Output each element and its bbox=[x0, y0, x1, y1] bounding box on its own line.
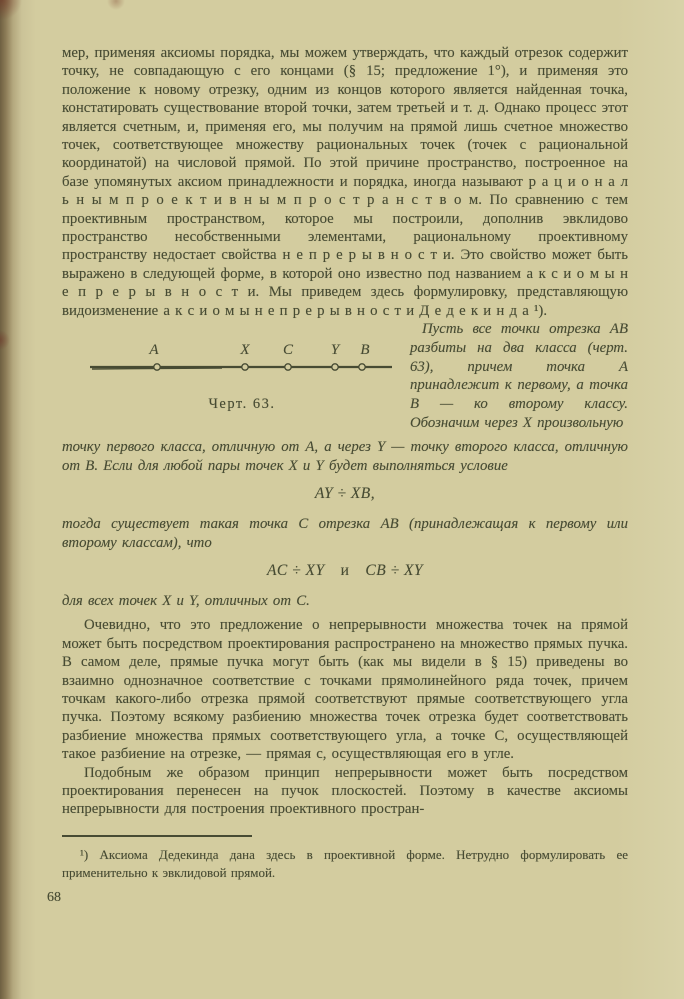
segment-diagram bbox=[62, 338, 410, 380]
point-Y-marker bbox=[332, 364, 338, 370]
point-C-marker bbox=[285, 364, 291, 370]
axiom-statement-continuation: точку первого класса, отличную от A, а через Y — точку второго класса, отличную от B. Если для любой пары точек X и Y будет выполняться условие bbox=[62, 439, 628, 474]
axiom-statement-3: для всех точек X и Y, отличных от C. bbox=[62, 592, 310, 609]
paragraph-projection-to-pencil: Очевидно, что это предложение о непрерывности множества точек на прямой может быть посредством проектирования распространено на множество прямых пучка. В самом деле, прямые пучка могут быть (как мы видели в § 15) приведены во взаимно однозначное соответствие с точками прямолинейного ряда точек, причем точкам какого-либо отрезка прямой соответствуют прямые соответствующего угла пучка. Поэтому всякому разбиению множества точек отрезка будет соответствовать разбиение множества прямых соответствующего угла, а точке C, осуществляющей такое разбиение на отрезке, — прямая c, осуществляющая его в угле. bbox=[62, 617, 628, 763]
formula-right: CB ÷ XY bbox=[365, 561, 424, 579]
formula-ac-xy-cb-xy bbox=[62, 562, 628, 580]
page-number: 68 bbox=[47, 890, 61, 906]
footnote-divider bbox=[62, 835, 252, 838]
footnote-dedekind: ¹) Аксиома Дедекинда дана здесь в проективной форме. Нетрудно формулировать ее применительно к эвклидовой прямой. bbox=[62, 847, 628, 880]
point-A-marker bbox=[154, 364, 160, 370]
paragraph-pencil-of-planes: Подобным же образом принцип непрерывности может быть посредством проектирования перенесен на пучок плоскостей. Поэтому в качестве аксиомы непрерывности для построения проективного простран- bbox=[62, 764, 628, 818]
figure-chart-63 bbox=[62, 320, 410, 413]
paragraph-rational-space: мер, применяя аксиомы порядка, мы можем утверждать, что каждый отрезок содержит точку, не совпадающую с его концами (§ 15; предложение 1°), и применяя это положение к новому отрезку, одним из концов которого является найденная точка, констатировать существование второй точки, затем третьей и т. д. Однако процесс этот является счетным, и, применяя его, мы получим на прямой лишь счетное множество точек, соответствующее множеству рациональных точек (точек с рациональной координатой) на числовой прямой. По этой причине пространство, построенное на базе упомянутых аксиом принадлежности и порядка, иногда называют р а ц и о н а л ь н ы м п р о е к т и в н ы м п р о с т р а н с т в о м. По сравнению с тем проективным пространством, которое мы построили, дополнив эвклидово пространство несобственными элементами, рациональному проективному пространству недостает свойства н е п р е р ы в н о с т и. Это свойство может быть выражено в следующей форме, в которой оно известно под названием а к с и о м ы н е п р е р ы в н о с т и. Мы приведем здесь формулировку, представляющую видоизменение а к с и о м ы н е п р е р ы в н о с т и Д е д е к и н д а ¹). bbox=[62, 45, 628, 319]
point-X-marker bbox=[242, 364, 248, 370]
figure-row bbox=[62, 320, 628, 432]
axiom-statement-intro: Пусть все точки отрезка AB разбиты на два класса (черт. 63), причем точка A принадлежит к первому, а точка B — ко второму классу. Обозначим через X произвольную bbox=[410, 321, 628, 431]
formula-left: AC ÷ XY bbox=[266, 561, 325, 579]
point-Y-label: Y bbox=[330, 342, 340, 359]
point-A-label: A bbox=[149, 342, 159, 359]
formula-ay-xb: AY ÷ XB, bbox=[314, 485, 376, 503]
axiom-statement-2: тогда существует такая точка C отрезка AB (принадлежащая к первому или второму классам), что bbox=[62, 516, 628, 551]
formula-conjunction: и bbox=[340, 561, 350, 579]
point-X-label: X bbox=[240, 342, 250, 359]
point-B-label: B bbox=[360, 342, 370, 359]
figure-caption: Черт. 63. bbox=[208, 396, 276, 413]
point-C-label: C bbox=[282, 342, 294, 359]
point-B-marker bbox=[359, 364, 365, 370]
